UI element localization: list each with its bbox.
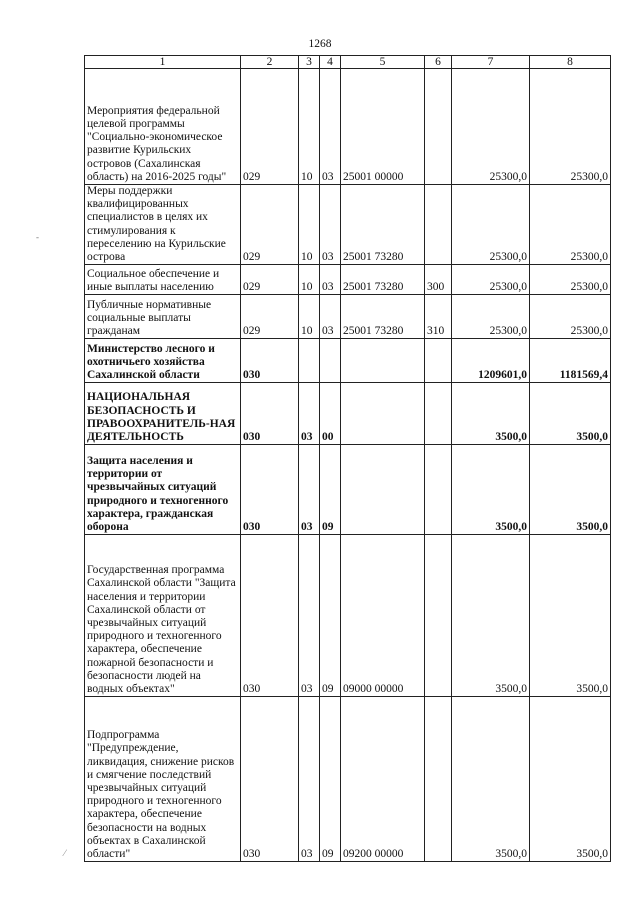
table-body: [85, 56, 611, 862]
scan-artifact: -: [36, 232, 39, 242]
table-row: [85, 69, 611, 185]
column-header: 2: [241, 56, 299, 69]
column-header: 7: [452, 56, 530, 69]
cell-amount-col8: 3500,0: [530, 535, 611, 697]
cell-subsection: 03: [320, 69, 341, 185]
column-header: 6: [425, 56, 452, 69]
cell-subsection: [320, 339, 341, 383]
cell-name: Социальное обеспечение и иные выплаты населению: [85, 265, 241, 295]
cell-amount-col8: 3500,0: [530, 383, 611, 445]
table-row: [85, 265, 611, 295]
cell-ministry-code: 029: [241, 295, 299, 339]
cell-target-article: 25001 73280: [341, 185, 425, 265]
table-row: [85, 697, 611, 862]
cell-amount-col8: 3500,0: [530, 697, 611, 862]
cell-subsection: 03: [320, 295, 341, 339]
cell-section: 10: [299, 185, 320, 265]
scan-artifact: ⁄: [64, 848, 66, 858]
table-row: [85, 295, 611, 339]
page-number: 1268: [308, 38, 332, 50]
table-row: [85, 185, 611, 265]
cell-expense-type: [425, 535, 452, 697]
cell-amount-col7: 3500,0: [452, 383, 530, 445]
cell-target-article: 09200 00000: [341, 697, 425, 862]
cell-ministry-code: 030: [241, 445, 299, 535]
cell-expense-type: [425, 383, 452, 445]
cell-amount-col7: 3500,0: [452, 697, 530, 862]
cell-amount-col8: 25300,0: [530, 295, 611, 339]
cell-expense-type: [425, 445, 452, 535]
cell-expense-type: [425, 697, 452, 862]
cell-target-article: [341, 339, 425, 383]
cell-ministry-code: 030: [241, 697, 299, 862]
cell-subsection: 03: [320, 185, 341, 265]
cell-target-article: 09000 00000: [341, 535, 425, 697]
cell-name: Меры поддержки квалифицированных специалистов в целях их стимулирования к переселению на Курильские острова: [85, 185, 241, 265]
cell-subsection: 00: [320, 383, 341, 445]
budget-table: [84, 55, 611, 862]
column-header: 8: [530, 56, 611, 69]
cell-section: 10: [299, 295, 320, 339]
table-row: [85, 445, 611, 535]
cell-section: 10: [299, 69, 320, 185]
table-row: [85, 535, 611, 697]
cell-name: Защита населения и территории от чрезвычайных ситуаций природного и техногенного характера, гражданская оборона: [85, 445, 241, 535]
cell-ministry-code: 030: [241, 383, 299, 445]
cell-section: [299, 339, 320, 383]
cell-section: 03: [299, 383, 320, 445]
cell-section: 03: [299, 697, 320, 862]
cell-expense-type: 300: [425, 265, 452, 295]
cell-amount-col8: 25300,0: [530, 265, 611, 295]
cell-ministry-code: 029: [241, 265, 299, 295]
column-header: 3: [299, 56, 320, 69]
cell-expense-type: [425, 339, 452, 383]
header-row: [85, 56, 611, 69]
cell-ministry-code: 029: [241, 69, 299, 185]
cell-ministry-code: 029: [241, 185, 299, 265]
cell-amount-col8: 25300,0: [530, 69, 611, 185]
cell-subsection: 09: [320, 697, 341, 862]
cell-ministry-code: 030: [241, 339, 299, 383]
cell-subsection: 09: [320, 445, 341, 535]
cell-section: 10: [299, 265, 320, 295]
table-row: [85, 383, 611, 445]
cell-ministry-code: 030: [241, 535, 299, 697]
cell-amount-col7: 3500,0: [452, 445, 530, 535]
cell-target-article: [341, 383, 425, 445]
cell-name: Государственная программа Сахалинской области "Защита населения и территории Сахалинской области от чрезвычайных ситуаций природного и техногенного характера, обеспечение пожарной безопасности и безопасности людей на водных объектах": [85, 535, 241, 697]
cell-subsection: 09: [320, 535, 341, 697]
cell-amount-col7: 25300,0: [452, 185, 530, 265]
cell-target-article: [341, 445, 425, 535]
cell-expense-type: [425, 185, 452, 265]
cell-amount-col7: 3500,0: [452, 535, 530, 697]
cell-expense-type: [425, 69, 452, 185]
cell-name: Мероприятия федеральной целевой программы "Социально-экономическое развитие Курильских островов (Сахалинская область) на 2016-2025 годы": [85, 69, 241, 185]
cell-section: 03: [299, 535, 320, 697]
cell-name: Подпрограмма "Предупреждение, ликвидация, снижение рисков и смягчение последствий чрезвычайных ситуаций природного и техногенного характера, обеспечение безопасности на водных объектах в Сахалинской области": [85, 697, 241, 862]
column-header: 5: [341, 56, 425, 69]
cell-target-article: 25001 73280: [341, 265, 425, 295]
cell-target-article: 25001 00000: [341, 69, 425, 185]
cell-amount-col7: 25300,0: [452, 69, 530, 185]
column-header: 4: [320, 56, 341, 69]
cell-section: 03: [299, 445, 320, 535]
cell-target-article: 25001 73280: [341, 295, 425, 339]
column-header: 1: [85, 56, 241, 69]
cell-amount-col7: 1209601,0: [452, 339, 530, 383]
cell-amount-col8: 25300,0: [530, 185, 611, 265]
cell-subsection: 03: [320, 265, 341, 295]
cell-name: Министерство лесного и охотничьего хозяйства Сахалинской области: [85, 339, 241, 383]
cell-name: Публичные нормативные социальные выплаты гражданам: [85, 295, 241, 339]
cell-name: НАЦИОНАЛЬНАЯ БЕЗОПАСНОСТЬ И ПРАВООХРАНИТЕЛЬ-НАЯ ДЕЯТЕЛЬНОСТЬ: [85, 383, 241, 445]
table-row: [85, 339, 611, 383]
cell-amount-col7: 25300,0: [452, 295, 530, 339]
cell-expense-type: 310: [425, 295, 452, 339]
cell-amount-col8: 3500,0: [530, 445, 611, 535]
cell-amount-col7: 25300,0: [452, 265, 530, 295]
cell-amount-col8: 1181569,4: [530, 339, 611, 383]
